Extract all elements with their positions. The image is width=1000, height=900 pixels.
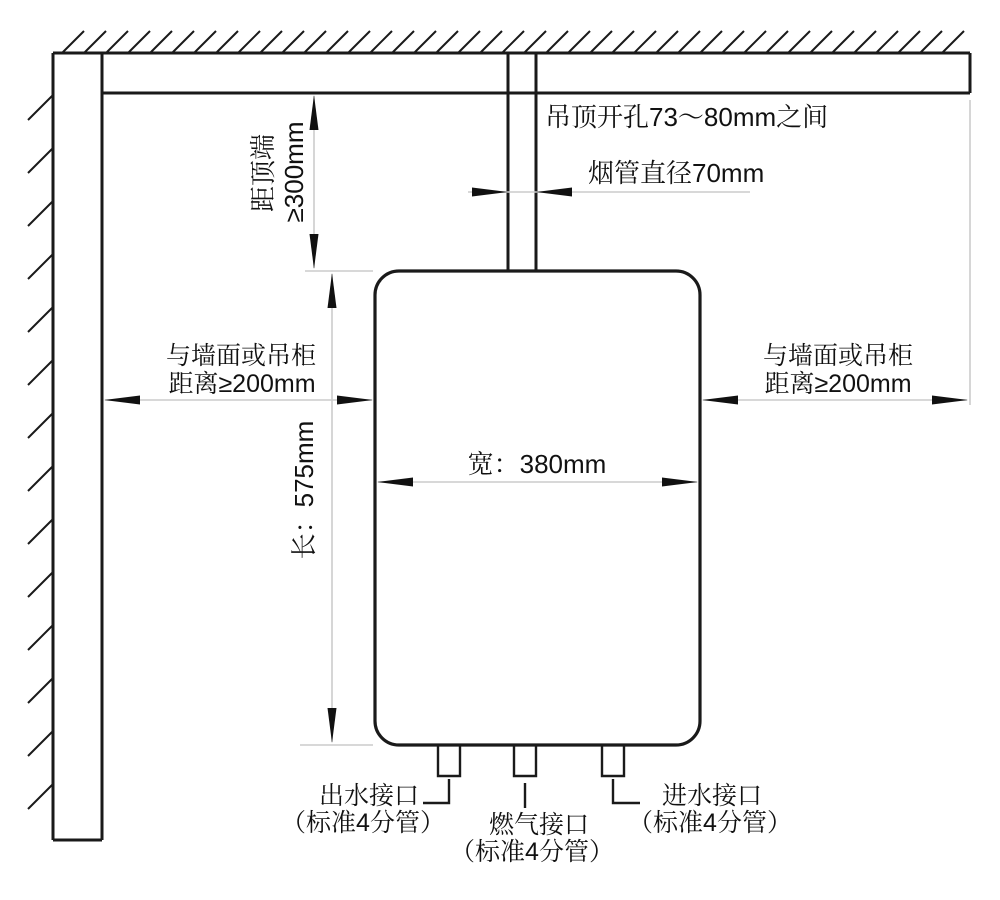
arrow-left-icon bbox=[104, 396, 140, 405]
inlet-label-line2: （标准4分管） bbox=[628, 809, 792, 837]
wall-hatch-pattern bbox=[28, 95, 53, 809]
water-heater-body bbox=[375, 271, 700, 745]
gas-label-line2: （标准4分管） bbox=[450, 838, 614, 866]
arrow-up-icon bbox=[328, 273, 337, 308]
arrow-left-icon bbox=[702, 396, 738, 405]
ceiling-structure bbox=[53, 53, 970, 93]
top-clearance-dimension bbox=[310, 95, 319, 269]
gas-stub bbox=[514, 746, 536, 776]
top-clearance-label-line2: ≥300mm bbox=[279, 121, 309, 223]
arrow-down-icon bbox=[310, 234, 319, 269]
right-clearance-label-line2: 距离≥200mm bbox=[764, 370, 912, 398]
ceiling-hatch-pattern bbox=[62, 31, 964, 53]
flue-pipe bbox=[508, 53, 536, 272]
ceiling-opening-label: 吊顶开孔73～80mm之间 bbox=[545, 102, 829, 132]
arrow-left-icon bbox=[536, 188, 572, 197]
arrow-up-icon bbox=[310, 95, 319, 130]
width-label: 宽：380mm bbox=[467, 449, 607, 479]
arrow-right-icon bbox=[932, 396, 968, 405]
inlet-stub bbox=[602, 746, 624, 776]
left-clearance-label-line2: 距离≥200mm bbox=[168, 370, 316, 398]
outlet-label-line2: （标准4分管） bbox=[281, 809, 445, 837]
arrow-down-icon bbox=[328, 708, 337, 743]
outlet-stub bbox=[438, 746, 460, 776]
arrow-right-icon bbox=[472, 188, 508, 197]
left-clearance-label-line1: 与墙面或吊柜 bbox=[165, 342, 317, 370]
flue-diameter-label: 烟管直径70mm bbox=[588, 158, 765, 188]
flue-diameter-dimension bbox=[468, 188, 750, 197]
inlet-leader-line bbox=[613, 779, 640, 803]
outlet-label-line1: 出水接口 bbox=[318, 782, 420, 810]
top-clearance-label-line1: 距顶端 bbox=[248, 133, 278, 213]
right-clearance-label-line1: 与墙面或吊柜 bbox=[762, 342, 914, 370]
inlet-label-line1: 进水接口 bbox=[661, 782, 763, 810]
arrow-right-icon bbox=[337, 396, 373, 405]
gas-label-line1: 燃气接口 bbox=[488, 811, 590, 839]
wall-structure bbox=[53, 53, 102, 840]
leader-lines bbox=[423, 779, 640, 808]
height-label: 长：575mm bbox=[289, 420, 319, 560]
height-dimension bbox=[328, 273, 337, 743]
outlet-leader-line bbox=[423, 779, 449, 803]
connection-stubs bbox=[438, 746, 624, 776]
